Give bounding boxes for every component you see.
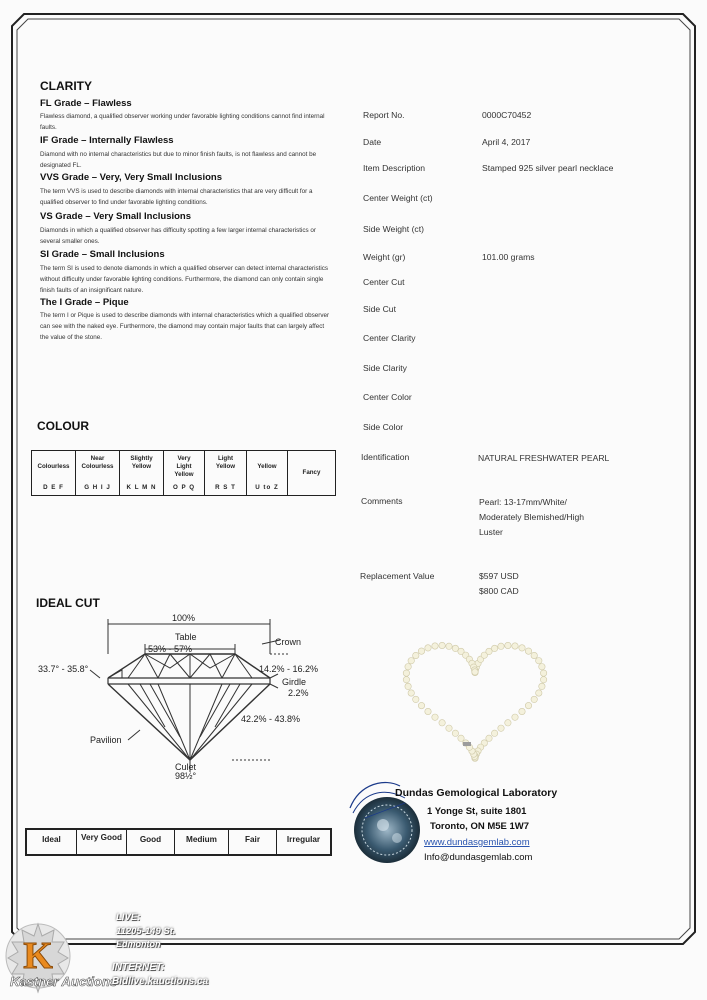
necklace-clasp	[463, 742, 471, 746]
identification-label: Identification	[361, 452, 410, 462]
colour-cell-colourless	[32, 451, 76, 495]
side-cut-label: Side Cut	[363, 304, 396, 314]
pearl-bead	[439, 642, 445, 648]
grade-text-vvs: The term VVS is used to describe diamonds with internal characteristics that are very difficult for a qualified observer to find under favorable lighting conditions.	[40, 188, 313, 206]
diamond-cut-diagram	[30, 612, 340, 782]
cut-grade-cell: Fair	[229, 830, 277, 854]
crown-height-label: 14.2% - 16.2%	[259, 664, 319, 674]
side-clarity-label: Side Clarity	[363, 363, 407, 373]
pearl-bead	[413, 652, 419, 658]
lab-address-2: Toronto, ON M5E 1W7	[430, 821, 530, 832]
colour-cell-slightly-yellow	[120, 451, 164, 495]
pearl-bead	[403, 677, 409, 683]
pearl-bead	[408, 690, 414, 696]
colour-code: O P Q	[172, 484, 196, 491]
lab-email: Info@dundasgemlab.com	[424, 852, 533, 863]
ideal-cut-title: IDEAL CUT	[36, 596, 100, 610]
live-city: Edmonton	[116, 939, 161, 949]
pearl-necklace-photo	[395, 630, 555, 760]
width-label: 100%	[172, 613, 196, 623]
colour-label: Yellow	[257, 463, 277, 470]
colour-code: D E F	[43, 484, 64, 491]
pearl-bead	[539, 664, 545, 670]
weight-value: 101.00 grams	[482, 252, 535, 262]
pearl-bead	[491, 730, 497, 736]
pearl-bead	[405, 664, 411, 670]
pearl-bead	[472, 669, 478, 675]
side-color-label: Side Color	[363, 422, 404, 432]
culet-value-label: 98½°	[175, 771, 197, 781]
pearl-bead	[403, 670, 409, 676]
colour-scale-table	[31, 450, 336, 496]
lab-website-link[interactable]: www.dundasgemlab.com	[424, 837, 530, 848]
replacement-value-label: Replacement Value	[360, 571, 435, 581]
side-weight-label: Side Weight (ct)	[363, 224, 424, 234]
pavilion-label: Pavilion	[90, 735, 122, 745]
logo-text: Kastner Auctions	[10, 974, 118, 989]
center-cut-label: Center Cut	[363, 277, 405, 287]
pearl-bead	[539, 683, 545, 689]
pearl-bead	[540, 670, 546, 676]
table-label: Table	[175, 632, 197, 642]
pearl-bead	[432, 643, 438, 649]
pearl-bead	[418, 648, 424, 654]
pearl-bead	[408, 658, 414, 664]
kastner-auctions-logo	[2, 920, 118, 998]
pearl-bead	[525, 702, 531, 708]
lab-name: Dundas Gemological Laboratory	[395, 787, 558, 799]
grade-text-si: The term SI is used to denote diamonds in which a qualified observer can detect internal characteristics without difficulty under favorable lighting conditions. Furthermore, the diamond can only contain single finish faults of an insignificant nature.	[40, 265, 329, 294]
center-color-label: Center Color	[363, 392, 412, 402]
cut-grade-cell: Very Good	[77, 830, 127, 854]
culet-label: Culet	[175, 762, 197, 772]
item-description-label: Item Description	[363, 163, 426, 173]
replacement-value-cad: $800 CAD	[479, 586, 519, 596]
cut-grade-cell: Medium	[175, 830, 229, 854]
grade-text-i: The term I or Pique is used to describe diamonds with internal characteristics which a qualified observer can see with the naked eye. Furthermore, the diamond may contain major faults that can largely affect the value of the stone.	[40, 312, 330, 341]
cut-grade-cell: Ideal	[27, 830, 77, 854]
pearl-bead	[452, 730, 458, 736]
grade-heading-vvs: VVS Grade – Very, Very Small Inclusions	[40, 172, 222, 183]
pearl-bead	[505, 642, 511, 648]
colour-label: Near Colourless	[81, 455, 114, 470]
pearl-bead	[512, 714, 518, 720]
colour-code: U to Z	[255, 484, 279, 491]
pearl-bead	[458, 735, 464, 741]
pearl-bead	[505, 720, 511, 726]
grade-text-fl: Flawless diamond, a qualified observer working under favorable lighting conditions cannot find internal faults.	[40, 113, 325, 131]
grade-heading-fl: FL Grade – Flawless	[40, 98, 132, 109]
crown-outline	[108, 654, 270, 678]
cut-grade-cell: Good	[127, 830, 175, 854]
pearl-bead	[498, 643, 504, 649]
pearl-bead	[531, 652, 537, 658]
date-label: Date	[363, 137, 382, 147]
pearl-bead	[439, 720, 445, 726]
pearl-bead	[512, 643, 518, 649]
internet-label: INTERNET:	[112, 962, 165, 973]
colour-code: R S T	[215, 484, 236, 491]
pearl-bead	[525, 648, 531, 654]
pearl-bead	[491, 645, 497, 651]
colour-cell-yellow	[247, 451, 288, 495]
crown-angle-label: 33.7° - 35.8°	[38, 664, 89, 674]
colour-code: G H I J	[84, 484, 111, 491]
replacement-value-usd: $597 USD	[479, 571, 519, 581]
cut-grade-cell: Irregular	[286, 835, 321, 844]
pearl-bead	[418, 702, 424, 708]
pearl-bead	[432, 714, 438, 720]
report-no-label: Report No.	[363, 110, 405, 120]
pearl-bead	[540, 677, 546, 683]
item-description-value: Stamped 925 silver pearl necklace	[482, 163, 614, 173]
pearl-bead	[498, 725, 504, 731]
grade-heading-si: SI Grade – Small Inclusions	[40, 249, 165, 260]
grade-heading-if: IF Grade – Internally Flawless	[40, 135, 174, 146]
colour-code: K L M N	[126, 484, 157, 491]
pearl-bead	[531, 696, 537, 702]
svg-text:K: K	[23, 935, 53, 977]
comments-line-2: Moderately Blemished/High	[479, 512, 585, 522]
grade-text-vs: Diamonds in which a qualified observer has difficulty spotting a few larger internal characteristics or several smaller ones.	[40, 227, 317, 245]
pearl-bead	[536, 690, 542, 696]
center-weight-label: Center Weight (ct)	[363, 193, 433, 203]
grade-text-if: Diamond with no internal characteristics but due to minor finish faults, is not flawless and cannot be designated FL.	[40, 151, 317, 169]
live-label: LIVE:	[116, 912, 141, 923]
colour-title: COLOUR	[37, 419, 89, 433]
identification-value: NATURAL FRESHWATER PEARL	[478, 453, 610, 463]
pearl-bead	[519, 645, 525, 651]
pearl-bead	[519, 708, 525, 714]
colour-cell-very-light-yellow	[164, 451, 205, 495]
comments-line-1: Pearl: 13-17mm/White/	[479, 497, 567, 507]
comments-line-3: Luster	[479, 527, 503, 537]
girdle-value-label: 2.2%	[288, 688, 309, 698]
clarity-title: CLARITY	[40, 79, 92, 93]
pearl-bead	[413, 696, 419, 702]
crown-label: Crown	[275, 637, 302, 647]
date-value: April 4, 2017	[482, 137, 531, 147]
comments-label: Comments	[361, 496, 403, 506]
pearl-bead	[446, 725, 452, 731]
colour-label: Fancy	[302, 469, 321, 476]
report-no-value: 0000C70452	[482, 110, 532, 120]
internet-url[interactable]: Bidlive.kauctions.ca	[112, 976, 209, 987]
girdle-label: Girdle	[282, 677, 307, 687]
lab-address-1: 1 Yonge St, suite 1801	[427, 806, 527, 817]
live-address: 11205-149 St.	[116, 926, 176, 937]
pearl-bead	[536, 658, 542, 664]
table-range-label: 53% - 57%	[148, 644, 193, 654]
pavilion-depth-label: 42.2% - 43.8%	[241, 714, 301, 724]
colour-cell-light-yellow	[205, 451, 247, 495]
grade-heading-i: The I Grade – Pique	[40, 297, 129, 308]
cut-grade-table	[25, 828, 332, 856]
center-clarity-label: Center Clarity	[363, 333, 416, 343]
grade-heading-vs: VS Grade – Very Small Inclusions	[40, 211, 192, 222]
colour-cell-near-colourless	[76, 451, 120, 495]
colour-cell-fancy	[288, 451, 335, 495]
pearl-bead	[425, 645, 431, 651]
pearl-bead	[446, 643, 452, 649]
colour-label: Very Light Yellow	[174, 455, 194, 478]
colour-label: Slightly Yellow	[130, 455, 153, 470]
colour-label: Light Yellow	[215, 455, 236, 470]
pearl-bead	[405, 683, 411, 689]
pearl-bead	[425, 708, 431, 714]
weight-label: Weight (gr)	[363, 252, 406, 262]
colour-label: Colourless	[37, 463, 70, 470]
